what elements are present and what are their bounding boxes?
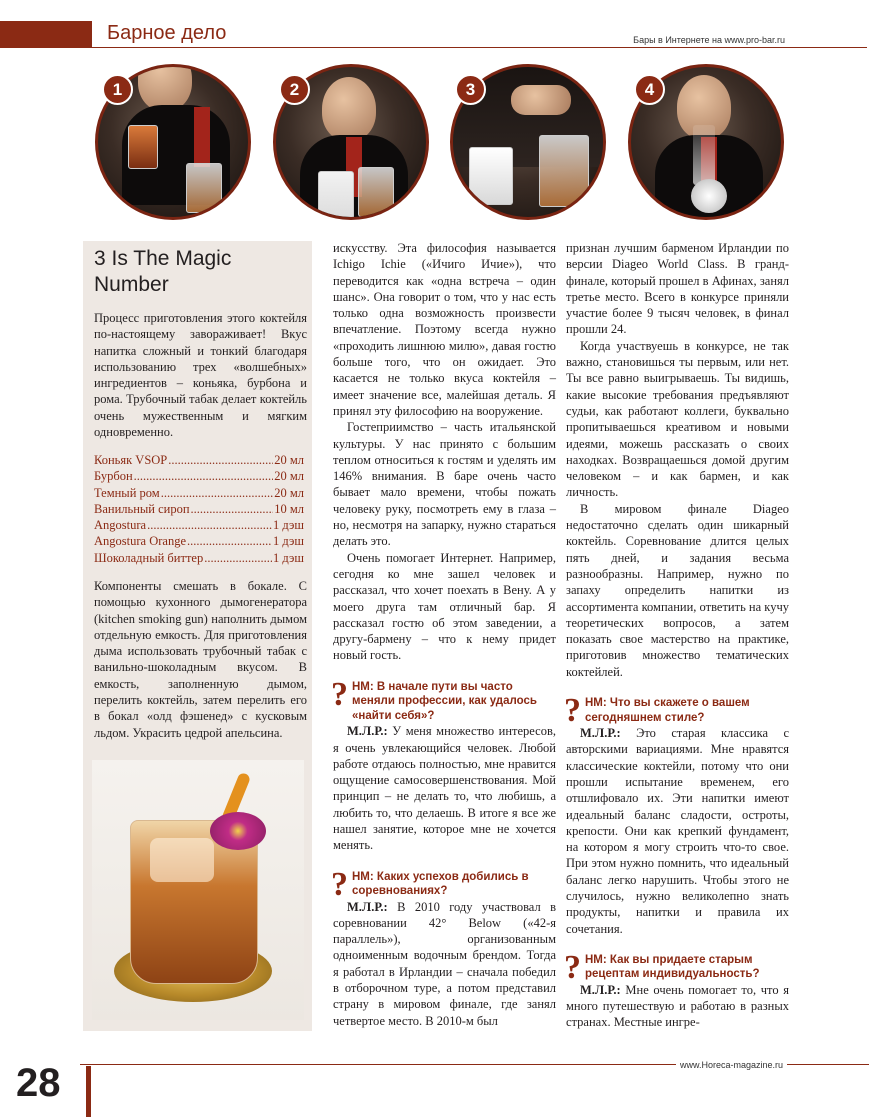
- mixing-glass: [358, 167, 394, 217]
- article-column-2: [333, 240, 556, 1029]
- dot-leader: [168, 452, 273, 468]
- question-text: НМ: В начале пути вы часто меняли профессии, как удалось «найти себя»?: [352, 680, 537, 722]
- dot-leader: [204, 550, 272, 566]
- question-mark-icon: ?: [564, 948, 581, 986]
- ingredient-name: Ванильный сироп: [94, 501, 190, 516]
- header-rule: [92, 47, 867, 48]
- step-badge-4: 4: [634, 74, 665, 105]
- mixing-glass: [186, 163, 222, 213]
- orchid-garnish: [210, 812, 266, 850]
- question-mark-icon: ?: [331, 675, 348, 713]
- interview-answer: [566, 982, 789, 1031]
- ingredient-row: [94, 501, 304, 517]
- recipe-title: 3 Is The Magic Number: [94, 247, 232, 296]
- ingredient-name: Шоколадный биттер: [94, 550, 204, 565]
- page-number: 28: [16, 1061, 61, 1105]
- footer-site-link[interactable]: www.Horeca-magazine.ru: [676, 1060, 787, 1070]
- bartender-figure: [138, 64, 192, 111]
- ingredient-amount: 20 мл: [274, 485, 304, 500]
- ingredient-amount: 10 мл: [274, 501, 304, 516]
- page-number-bar: [86, 1066, 91, 1117]
- ingredient-name: Angostura: [94, 518, 147, 533]
- skull-decanter: [691, 179, 727, 213]
- question-mark-icon: ?: [564, 692, 581, 730]
- section-title: Барное дело: [107, 22, 227, 44]
- ingredient-list: [94, 452, 304, 566]
- interview-question: [564, 692, 789, 730]
- recipe-intro: Процесс приготовления этого коктейля по-настоящему завораживает! Вкус напитка сложный и тонкий благодаря использованию трех «волшебных» ингредиентов – коньяка, бурбона и рома. Трубочный табак делает коктейль очень мужественным и мягким одновременно.: [94, 311, 307, 440]
- ingredient-name: Коньяк VSOP: [94, 453, 168, 467]
- header-accent-bar: [0, 21, 92, 48]
- article-column-3: [566, 240, 789, 1031]
- ingredient-amount: 1 дэш: [272, 550, 304, 565]
- smoke-plume: [693, 125, 715, 185]
- interview-question: [331, 675, 556, 724]
- interview-question: [564, 948, 789, 986]
- bartender-tie: [194, 107, 210, 167]
- paragraph: В мировом финале Diageo недостаточно сделать один шикарный коктейль. Соревнование длится целых пять дней, и задания весьма разнообразны. Например, нужно по запаху определить напитки из ассортимента компании, ответить на кучу теоретических вопросов, а затем показать свое мастерство на практике, приготовив множество тематических коктейлей.: [566, 501, 789, 679]
- question-mark-icon: ?: [331, 865, 348, 903]
- speaker-label: М.Л.Р.:: [580, 726, 621, 741]
- speaker-label: М.Л.Р.:: [580, 982, 621, 997]
- ingredient-name: Angostura Orange: [94, 534, 186, 549]
- ingredient-amount: 20 мл: [274, 469, 304, 484]
- ingredient-row: [94, 517, 304, 533]
- interview-question: [331, 865, 556, 903]
- interview-answer: [333, 899, 556, 1029]
- answer-text: Это старая классика с авторскими вариациями. Мне нравятся классические коктейли, потому что они прошли испытание временем, его отшлифовало их. Эти напитки имеют идеальный баланс сладости, остроты, крепости. Они как крепкий фундамент, на котором я могу строить что-то свое. При этом нужно помнить, что идеальный баланс легко нарушить. Чтобы этого не случилось, нужно великолепно знать продукты, напитки и правила их сочетания.: [566, 726, 789, 936]
- ingredient-amount: 1 дэш: [272, 534, 304, 549]
- paragraph: признан лучшим барменом Ирландии по версии Diageo World Class. В гранд-финале, который прошел в Афинах, занял третье место. Всего в конкурсе приняли участие более 9 тысяч человек, в финал прошли 24.: [566, 241, 789, 337]
- mixing-glass: [539, 135, 589, 207]
- ingredient-row: [94, 452, 304, 468]
- question-text: НМ: Как вы придаете старым рецептам индивидуальность?: [585, 953, 760, 981]
- interview-answer: [333, 723, 556, 853]
- ice-glass: [318, 171, 354, 220]
- bartender-hand: [511, 85, 571, 115]
- dot-leader: [147, 517, 272, 533]
- bottle-pour: [128, 125, 158, 169]
- speaker-label: М.Л.Р.:: [347, 899, 388, 914]
- ice-glass: [469, 147, 513, 205]
- paragraph: искусству. Эта философия называется Ichigo Ichie («Ичиго Ичие»), что переводится как «одна встреча – один шанс». Она говорит о том, что у нас есть только одна возможность произвести впечатление. Поэтому всегда нужно «проходить лишнюю милю», давая гостю больше того, что он ожидает. Это касается не только вкуса коктейля – имеет значение все, малейшая деталь. Я принял эту философию на вооружение.: [333, 241, 556, 418]
- answer-text: Мне очень помогает то, что я много путешествую и работаю в разных странах. Местные ингре-: [566, 982, 789, 1030]
- dot-leader: [134, 468, 274, 484]
- question-text: НМ: Что вы скажете о вашем сегодняшнем стиле?: [585, 697, 750, 724]
- ingredient-row: [94, 533, 304, 549]
- ingredient-row: [94, 468, 304, 484]
- bartender-head: [322, 77, 376, 141]
- answer-text: У меня множество интересов, я очень увлекающийся человек. Любой работе отдаюсь полностью, мне нравится ощущение самосовершенствования. Мой принцип – не делать то, что любишь, а любить то, что делаешь. В итоге я все же нашел занятие, которое мне не хочется менять.: [333, 724, 556, 853]
- step-badge-2: 2: [279, 74, 310, 105]
- step-badge-3: 3: [455, 74, 486, 105]
- dot-leader: [161, 485, 274, 501]
- ingredient-amount: 20 мл: [274, 453, 304, 467]
- header-site-link[interactable]: Бары в Интернете на www.pro-bar.ru: [633, 35, 785, 45]
- dot-leader: [191, 501, 274, 517]
- cocktail-photo: [92, 760, 304, 1020]
- interview-answer: [566, 725, 789, 937]
- ingredient-amount: 1 дэш: [272, 518, 304, 533]
- speaker-label: М.Л.Р.:: [347, 724, 388, 739]
- paragraph: Когда участвуешь в конкурсе, не так важно, становишься ты первым, или нет. Ты все равно выигрываешь. Ты видишь, какие высокие требования предъявляют судьи, как работают коллеги, буквально пропитываешься креативом и новыми идеями, можешь рассказать о своих находках. Возвращаешься домой другим человеком – и как бармен, и как личность.: [566, 338, 789, 500]
- question-text: НМ: Каких успехов добились в соревнованиях?: [352, 870, 529, 898]
- dot-leader: [187, 533, 272, 549]
- step-badge-1: 1: [102, 74, 133, 105]
- paragraph: Гостеприимство – часть итальянской культуры. У нас принято с большим теплом относиться к гостям и уделять им 146% внимания. В баре очень часто бывает мало времени, чтобы пожать человеку руку, посмотреть ему в глаза – но, несмотря на запарку, нужно стараться делать это.: [333, 420, 556, 549]
- ingredient-name: Бурбон: [94, 469, 133, 484]
- paragraph: Очень помогает Интернет. Например, сегодня ко мне зашел человек и рассказал, что хочет поехать в Вену. А у моего друга там отличный бар. Я рассказал гостю об этом заведении, а другу-бармену – что к нему придет новый гость.: [333, 550, 556, 663]
- ingredient-row: [94, 485, 304, 501]
- recipe-method: Компоненты смешать в бокале. С помощью кухонного дымогенератора (kitchen smoking gun) наполнить дымом отдельную емкость. Для приготовления дыма использовать трубочный табак с ванильно-шоколадным вкусом. В емкость, заполненную дымом, перелить коктейль, затем перелить его в бокал «олд фэшенед» с кусковым льдом. Украсить цедрой апельсина.: [94, 579, 307, 740]
- answer-text: В 2010 году участвовал в соревновании 42° Below («42-я параллель»), организованным одноименным водочным брендом. Тогда я работал в Ирландии – сначала победил в отборочном туре, а потом представил страну в мировом финале, где занял четвертое место. В 2010-м был: [333, 899, 556, 1028]
- ice-cube: [150, 838, 214, 882]
- ingredient-row: [94, 550, 304, 566]
- ingredient-name: Темный ром: [94, 485, 160, 500]
